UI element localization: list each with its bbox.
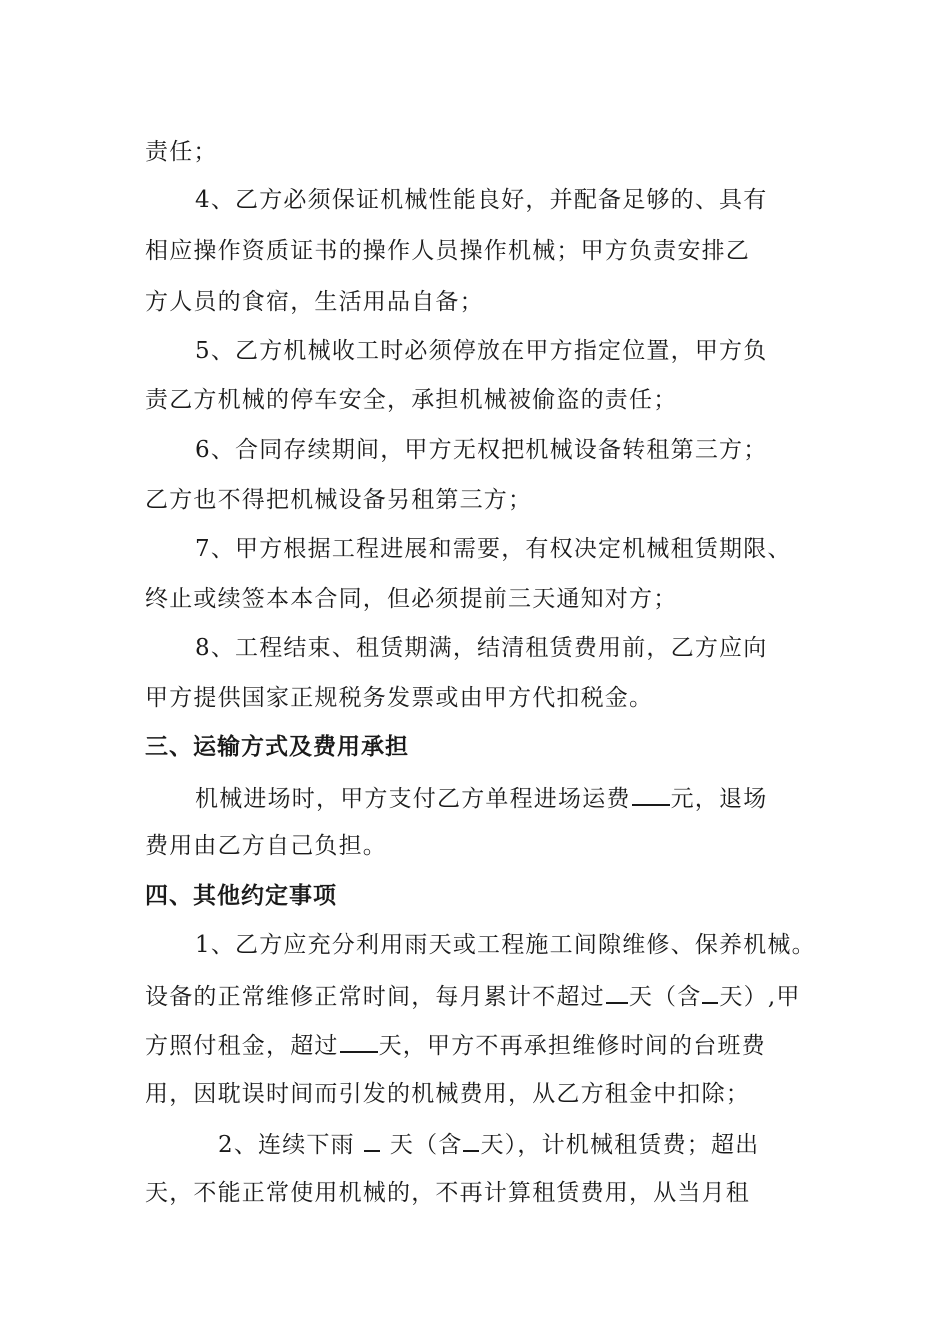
clause-8-line-1: 8、工程结束、租赁期满，结清租赁费用前，乙方应向 <box>195 635 768 661</box>
other-clause-1-line-1: 1、乙方应充分利用雨天或工程施工间隙维修、保养机械。 <box>195 932 816 958</box>
fill-blank <box>632 782 670 806</box>
transport-text-a: 机械进场时，甲方支付乙方单程进场运费 <box>195 786 631 812</box>
fill-blank <box>340 1029 378 1053</box>
text-segment: 天，甲方不再承担维修时间的台班费 <box>378 1033 766 1059</box>
text-segment: 设备的正常维修正常时间，每月累计不超过 <box>145 984 605 1010</box>
transport-line-1 <box>195 782 767 814</box>
clause-6-line-1: 6、合同存续期间，甲方无权把机械设备转租第三方； <box>195 437 768 463</box>
clause-6-line-2: 乙方也不得把机械设备另租第三方； <box>145 487 533 513</box>
other-clause-1-line-2 <box>145 980 801 1012</box>
fill-blank <box>463 1128 479 1152</box>
other-clause-1-line-4: 用，因耽误时间而引发的机械费用，从乙方租金中扣除； <box>145 1081 750 1107</box>
paragraph-line: 责任； <box>145 139 218 165</box>
other-clause-2-line-1 <box>218 1128 759 1160</box>
clause-5-line-2: 责乙方机械的停车安全，承担机械被偷盗的责任； <box>145 387 678 413</box>
transport-text-b: 元，退场 <box>670 786 768 812</box>
other-clause-1-line-3 <box>145 1029 766 1061</box>
text-segment: 天（含 <box>628 984 702 1010</box>
fill-blank <box>364 1128 380 1152</box>
text-segment: 天（含 <box>381 1132 463 1158</box>
transport-line-2: 费用由乙方自己负担。 <box>145 833 387 859</box>
section-heading-other: 四、其他约定事项 <box>145 883 337 909</box>
clause-4-line-1: 4、乙方必须保证机械性能良好，并配备足够的、具有 <box>195 187 768 213</box>
clause-5-line-1: 5、乙方机械收工时必须停放在甲方指定位置，甲方负 <box>195 338 768 364</box>
text-segment: 天）,甲 <box>719 984 801 1010</box>
text-segment: 天），计机械租赁费；超出 <box>480 1132 760 1158</box>
clause-7-line-2: 终止或续签本本合同，但必须提前三天通知对方； <box>145 586 678 612</box>
fill-blank <box>702 980 718 1004</box>
clause-4-line-3: 方人员的食宿，生活用品自备； <box>145 289 484 315</box>
clause-4-line-2: 相应操作资质证书的操作人员操作机械；甲方负责安排乙 <box>145 238 750 264</box>
clause-8-line-2: 甲方提供国家正规税务发票或由甲方代扣税金。 <box>145 685 654 711</box>
text-segment: 方照付租金，超过 <box>145 1033 339 1059</box>
section-heading-transport: 三、运输方式及费用承担 <box>145 734 409 760</box>
clause-7-line-1: 7、甲方根据工程进展和需要，有权决定机械租赁期限、 <box>195 536 792 562</box>
other-clause-2-line-2: 天，不能正常使用机械的，不再计算租赁费用，从当月租 <box>145 1180 750 1206</box>
fill-blank <box>606 980 628 1004</box>
text-segment: 2、连续下雨 <box>218 1132 364 1158</box>
